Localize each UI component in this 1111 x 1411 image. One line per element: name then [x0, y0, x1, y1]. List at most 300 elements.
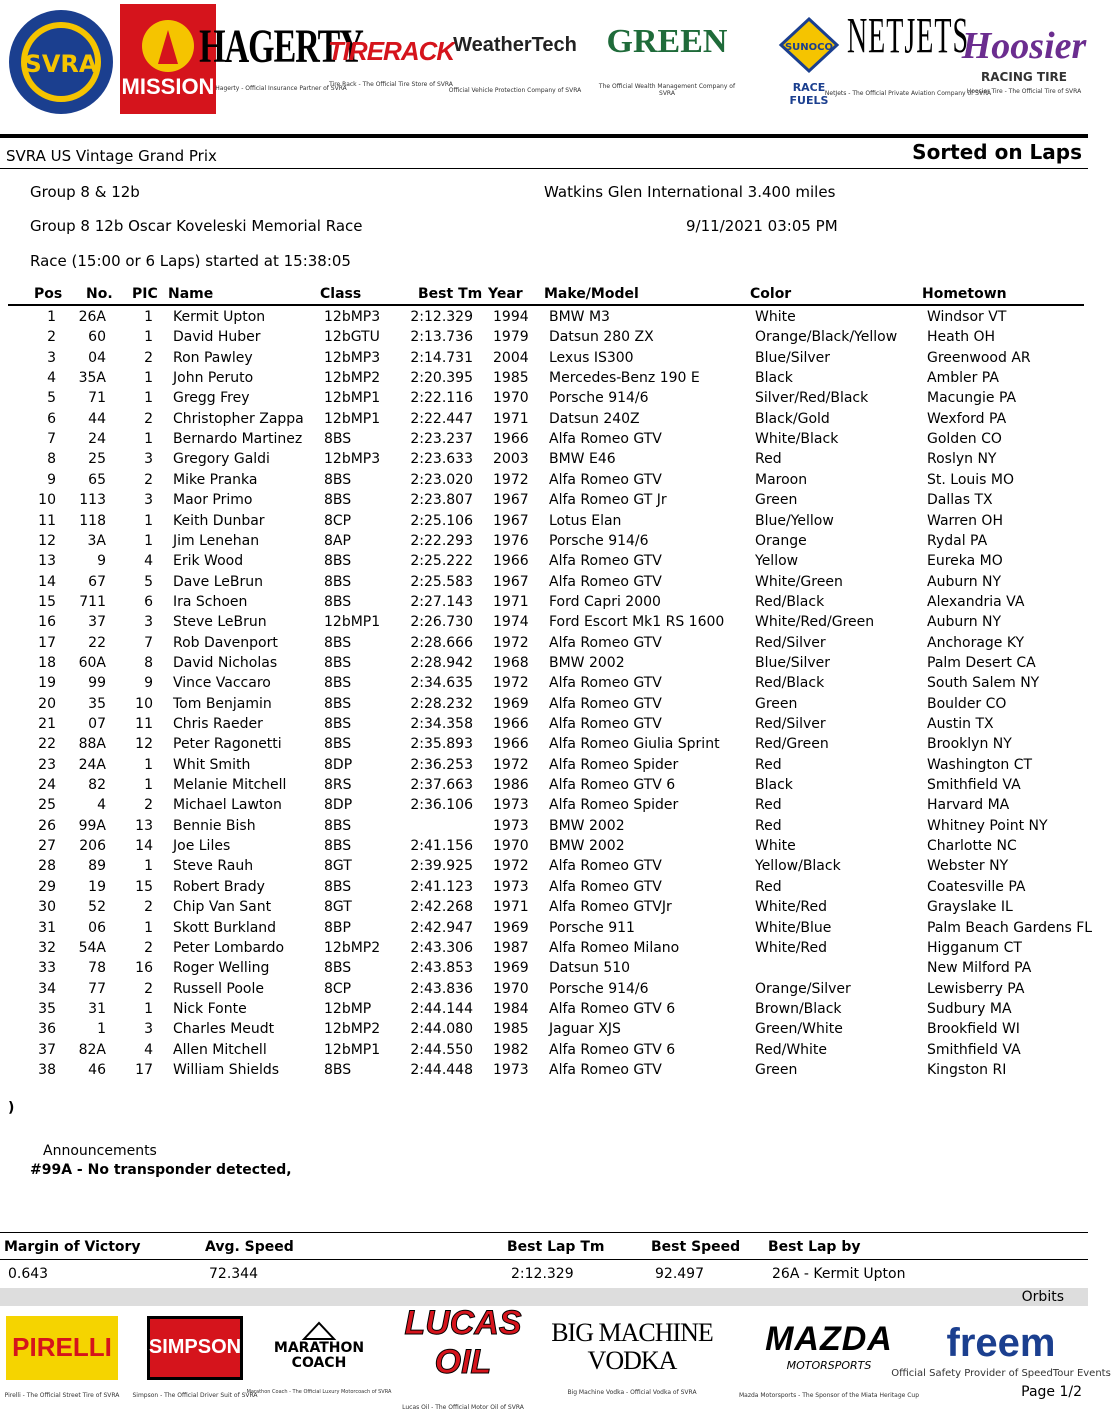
pic-cell: 4 [144, 553, 153, 570]
year-cell: 1966 [493, 736, 529, 753]
hometown-cell: Rydal PA [927, 532, 988, 549]
class-cell: 8BS [324, 431, 352, 448]
simpson-logo [132, 1312, 258, 1402]
best-tm-cell: 2:12.329 [410, 309, 473, 325]
col-no: No. [86, 286, 113, 302]
pos-cell: 17 [38, 634, 56, 651]
pic-cell: 1 [144, 532, 153, 549]
table-row [0, 919, 1093, 940]
best-tm-cell: 2:42.268 [410, 899, 473, 916]
car-no-cell: 60A [78, 654, 106, 671]
best-tm-cell: 2:41.123 [410, 878, 473, 895]
driver-cell: Kermit Upton [173, 309, 266, 325]
best-tm-cell: 2:25.222 [410, 553, 473, 570]
driver-cell: Gregory Galdi [173, 451, 270, 468]
class-cell: 8BS [324, 817, 352, 834]
pos-cell: 35 [38, 1000, 56, 1017]
make-cell: Datsun 280 ZX [549, 329, 654, 346]
table-row [0, 736, 1088, 756]
hometown-cell: Harvard MA [927, 797, 1010, 814]
best-tm-cell: 2:37.663 [410, 777, 473, 794]
pic-cell: 1 [144, 756, 153, 773]
pos-cell: 6 [47, 410, 56, 427]
green-logo [594, 10, 740, 110]
best-tm-cell: 2:23.237 [410, 431, 473, 448]
class-cell: 8BS [324, 553, 352, 570]
car-no-cell: 60 [88, 329, 106, 346]
color-cell: White [755, 838, 796, 855]
color-cell: White/Red/Green [755, 614, 875, 631]
class-cell: 8BS [324, 716, 352, 732]
make-cell: Alfa Romeo GTV [549, 471, 662, 488]
car-no-cell: 78 [88, 960, 106, 977]
best-tm-cell: 2:43.836 [410, 980, 473, 997]
year-cell: 1973 [493, 878, 529, 895]
pos-cell: 27 [38, 838, 56, 855]
color-cell: Blue/Yellow [755, 512, 834, 529]
hometown-cell: Grayslake IL [927, 899, 1013, 916]
best-lap-by-label: Best Lap by [768, 1239, 861, 1255]
table-row [0, 594, 1088, 614]
make-cell: Lexus IS300 [549, 349, 634, 366]
best-tm-cell: 2:44.550 [410, 1041, 473, 1058]
pos-cell: 4 [47, 370, 56, 387]
class-cell: 12bMP1 [324, 614, 381, 631]
col-hometown: Hometown [922, 286, 1007, 302]
table-row [0, 675, 1088, 695]
best-lap-by-value: 26A - Kermit Upton [772, 1266, 906, 1282]
driver-cell: Ira Schoen [173, 593, 248, 610]
hoosier-caption: Hoosier Tire - The Official Tire of SVRA [966, 87, 1082, 95]
class-cell: 8BS [324, 960, 352, 977]
pos-cell: 16 [38, 614, 56, 631]
make-cell: BMW 2002 [549, 817, 625, 834]
pirelli-logo [4, 1312, 120, 1402]
best-tm-cell: 2:44.080 [410, 1021, 473, 1038]
year-cell: 1973 [493, 817, 529, 834]
best-tm-cell: 2:36.106 [410, 797, 473, 814]
netjets-logo [824, 8, 992, 110]
year-cell: 1969 [493, 695, 529, 712]
pos-cell: 14 [38, 573, 56, 590]
best-tm-cell: 2:28.232 [410, 695, 473, 712]
table-row [0, 655, 1088, 675]
margin-value: 0.643 [8, 1266, 49, 1282]
pos-cell: 29 [38, 878, 56, 895]
make-cell: Ford Capri 2000 [549, 593, 661, 610]
best-tm-cell: 2:41.156 [410, 838, 473, 855]
year-cell: 1985 [493, 370, 529, 387]
pic-cell: 3 [144, 492, 153, 509]
make-cell: Alfa Romeo GT Jr [549, 492, 667, 509]
color-cell: Yellow [755, 553, 799, 570]
best-tm-cell: 2:43.853 [410, 960, 473, 977]
pic-cell: 3 [144, 451, 153, 468]
pic-cell: 9 [144, 675, 153, 692]
make-cell: Mercedes-Benz 190 E [549, 370, 700, 387]
year-cell: 1984 [493, 1000, 529, 1017]
best-tm-cell: 2:26.730 [410, 614, 473, 631]
driver-cell: Rob Davenport [173, 634, 278, 651]
hometown-cell: Wexford PA [927, 410, 1007, 427]
best-tm-cell: 2:27.143 [410, 593, 473, 610]
table-row [0, 757, 1088, 777]
year-cell: 1994 [493, 309, 529, 325]
color-cell: Orange/Silver [755, 980, 851, 997]
color-cell: Red/Green [755, 736, 829, 753]
svg-text:SUNOCO: SUNOCO [784, 42, 834, 53]
table-row [0, 635, 1088, 655]
best-tm-cell: 2:25.583 [410, 573, 473, 590]
best-tm-cell: 2:25.106 [410, 512, 473, 529]
pirelli-caption: Pirelli - The Official Street Tire of SVRA [4, 1391, 120, 1399]
color-cell: Red [755, 817, 782, 834]
class-cell: 8BS [324, 695, 352, 712]
mazda-logo: MAZDA MOTORSPORTS Mazda Motorsports - The Sponsor of the Miata Heritage Cup [738, 1319, 920, 1399]
pic-cell: 14 [135, 838, 153, 855]
class-cell: 12bMP2 [324, 370, 381, 387]
freem-wordmark: freem [946, 1321, 1056, 1365]
year-cell: 1968 [493, 654, 529, 671]
hometown-cell: Anchorage KY [927, 634, 1025, 651]
hometown-cell: Eureka MO [927, 553, 1003, 570]
car-no-cell: 711 [79, 593, 106, 610]
color-cell: Red [755, 878, 782, 895]
hometown-cell: Higganum CT [927, 939, 1022, 956]
best-tm-cell: 2:34.358 [410, 716, 473, 732]
class-cell: 12bMP2 [324, 939, 381, 956]
table-row [0, 309, 1088, 329]
pos-cell: 37 [38, 1041, 56, 1058]
car-no-cell: 99 [88, 675, 106, 692]
driver-cell: Chip Van Sant [173, 899, 272, 916]
green-wordmark: GREEN [606, 23, 728, 60]
mission-wordmark: MISSION [121, 74, 215, 99]
hometown-cell: Warren OH [927, 512, 1003, 529]
car-no-cell: 25 [88, 451, 106, 468]
hometown-cell: Windsor VT [927, 309, 1007, 325]
car-no-cell: 46 [88, 1061, 106, 1078]
pos-cell: 18 [38, 654, 56, 671]
make-cell: Porsche 914/6 [549, 390, 649, 407]
driver-cell: Russell Poole [173, 980, 264, 997]
driver-cell: Peter Ragonetti [173, 736, 282, 753]
pos-cell: 38 [38, 1061, 56, 1078]
year-cell: 1982 [493, 1041, 529, 1058]
car-no-cell: 88A [78, 736, 106, 753]
table-row [0, 838, 1088, 858]
header-rule [0, 134, 1088, 138]
year-cell: 1973 [493, 1061, 529, 1078]
pirelli-wordmark: PIRELLI [12, 1332, 112, 1362]
year-cell: 1986 [493, 777, 529, 794]
pos-cell: 1 [47, 309, 56, 325]
year-cell: 1971 [493, 899, 529, 916]
best-tm-cell: 2:13.736 [410, 329, 473, 346]
car-no-cell: 24 [88, 431, 106, 448]
pos-cell: 21 [38, 716, 56, 732]
summary-top-rule [0, 1232, 1088, 1233]
mazda-wordmark: MAZDA [765, 1319, 893, 1358]
pic-cell: 8 [144, 654, 153, 671]
car-no-cell: 44 [88, 410, 106, 427]
avg-speed-label: Avg. Speed [205, 1239, 294, 1255]
car-no-cell: 3A [87, 532, 106, 549]
color-cell: Green [755, 695, 798, 712]
group-label: Group 8 & 12b [30, 183, 140, 201]
car-no-cell: 65 [88, 471, 106, 488]
col-year: Year [488, 286, 523, 302]
table-row [0, 574, 1088, 594]
col-name: Name [168, 286, 214, 302]
table-row [0, 696, 1088, 716]
class-cell: 8BS [324, 838, 352, 855]
tirerack-wordmark: TIRERACK [327, 36, 455, 66]
best-tm-cell: 2:34.635 [410, 675, 473, 692]
pic-cell: 1 [144, 858, 153, 875]
race-name: Group 8 12b Oscar Koveleski Memorial Race [30, 217, 363, 235]
car-no-cell: 52 [88, 899, 106, 916]
car-no-cell: 26A [78, 309, 106, 325]
table-row [0, 390, 1088, 410]
year-cell: 1969 [493, 919, 529, 936]
marathon-caption: Marathon Coach - The Official Luxury Motorcoach of SVRA [246, 1389, 392, 1395]
driver-cell: Steve LeBrun [173, 614, 267, 631]
car-no-cell: 82A [78, 1041, 106, 1058]
announcements-label: Announcements [43, 1143, 157, 1159]
sponsor-banner-top [0, 0, 1088, 128]
color-cell: White/Red [755, 899, 828, 916]
class-cell: 8RS [324, 777, 352, 794]
car-no-cell: 118 [79, 512, 106, 529]
best-tm-cell: 2:28.942 [410, 654, 473, 671]
pic-cell: 1 [144, 512, 153, 529]
year-cell: 2003 [493, 451, 529, 468]
year-cell: 1971 [493, 410, 529, 427]
car-no-cell: 19 [88, 878, 106, 895]
make-cell: BMW E46 [549, 451, 616, 468]
hometown-cell: Webster NY [927, 858, 1009, 875]
color-cell: White/Green [755, 573, 843, 590]
color-cell: Green [755, 492, 798, 509]
pos-cell: 2 [47, 329, 56, 346]
class-cell: 12bMP3 [324, 451, 381, 468]
car-no-cell: 113 [79, 492, 106, 509]
hometown-cell: Boulder CO [927, 695, 1007, 712]
class-cell: 8BS [324, 1061, 352, 1078]
color-cell: Black/Gold [755, 410, 830, 427]
make-cell: Alfa Romeo GTV [549, 858, 662, 875]
driver-cell: David Huber [173, 329, 261, 346]
make-cell: Alfa Romeo GTV [549, 1061, 662, 1078]
table-row [0, 411, 1088, 431]
pic-cell: 2 [144, 410, 153, 427]
page-number: Page 1/2 [1021, 1384, 1082, 1400]
pos-cell: 33 [38, 960, 56, 977]
table-row [0, 1001, 1088, 1021]
best-lap-value: 2:12.329 [511, 1266, 574, 1282]
best-tm-cell: 2:23.807 [410, 492, 473, 509]
freem-caption: Official Safety Provider of SpeedTour Events [891, 1368, 1111, 1379]
best-tm-cell: 2:22.116 [410, 390, 473, 407]
pos-cell: 26 [38, 817, 56, 834]
pic-cell: 3 [144, 614, 153, 631]
tirerack-caption: Tire Rack - The Official Tire Store of SVRA [329, 81, 453, 88]
car-no-cell: 99A [78, 817, 106, 834]
year-cell: 1967 [493, 492, 529, 509]
color-cell: Black [755, 370, 793, 387]
table-row [0, 1042, 1088, 1062]
class-cell: 8BS [324, 654, 352, 671]
make-cell: Alfa Romeo GTV [549, 573, 662, 590]
table-row [0, 1062, 1088, 1082]
make-cell: Alfa Romeo Spider [549, 797, 679, 814]
hometown-cell: Golden CO [927, 431, 1002, 448]
weathertech-caption: Official Vehicle Protection Company of SVRA [448, 87, 582, 94]
table-row [0, 899, 1088, 919]
col-color: Color [750, 286, 792, 302]
bigmachine-logo [542, 1308, 722, 1406]
announcement-text: #99A - No transponder detected, [30, 1162, 292, 1178]
driver-cell: Allen Mitchell [173, 1041, 267, 1058]
year-cell: 1966 [493, 716, 529, 732]
pos-cell: 34 [38, 980, 56, 997]
driver-cell: Maor Primo [173, 492, 253, 509]
driver-cell: Gregg Frey [173, 390, 250, 407]
col-pos: Pos [34, 286, 63, 302]
class-cell: 12bMP1 [324, 390, 381, 407]
hometown-cell: Brooklyn NY [927, 736, 1012, 753]
svra-logo [6, 6, 116, 118]
hometown-cell: St. Louis MO [927, 471, 1015, 488]
year-cell: 1971 [493, 593, 529, 610]
pic-cell: 1 [144, 309, 153, 325]
pic-cell: 1 [144, 1000, 153, 1017]
footer-bar [0, 1288, 1088, 1306]
year-cell: 1985 [493, 1021, 529, 1038]
driver-cell: Keith Dunbar [173, 512, 265, 529]
make-cell: Porsche 914/6 [549, 532, 649, 549]
pos-cell: 22 [38, 736, 56, 753]
hometown-cell: Smithfield VA [927, 777, 1021, 794]
car-no-cell: 89 [88, 858, 106, 875]
mazda-caption: Mazda Motorsports - The Sponsor of the Miata Heritage Cup [738, 1391, 920, 1399]
driver-cell: Charles Meudt [173, 1021, 275, 1038]
pic-cell: 3 [144, 1021, 153, 1038]
year-cell: 1969 [493, 960, 529, 977]
make-cell: Alfa Romeo GTVJr [549, 899, 672, 916]
color-cell: Red/Silver [755, 716, 826, 732]
driver-cell: Joe Liles [173, 838, 231, 855]
hometown-cell: Smithfield VA [927, 1041, 1021, 1058]
pos-cell: 3 [47, 349, 56, 366]
pic-cell: 15 [135, 878, 153, 895]
color-cell: Black [755, 777, 793, 794]
table-row [0, 1021, 1088, 1041]
pos-cell: 12 [38, 532, 56, 549]
driver-cell: Steve Rauh [173, 858, 254, 875]
class-cell: 8BS [324, 736, 352, 753]
best-tm-cell: 2:23.020 [410, 471, 473, 488]
make-cell: Alfa Romeo GTV [549, 634, 662, 651]
pic-cell: 6 [144, 593, 153, 610]
pos-cell: 32 [38, 939, 56, 956]
hometown-cell: Washington CT [927, 756, 1033, 773]
class-cell: 8BS [324, 675, 352, 692]
table-row [0, 472, 1088, 492]
pic-cell: 11 [135, 716, 153, 732]
car-no-cell: 04 [88, 349, 106, 366]
pic-cell: 12 [135, 736, 153, 753]
best-lap-label: Best Lap Tm [507, 1239, 605, 1255]
make-cell: BMW 2002 [549, 654, 625, 671]
marathon-wordmark: MARATHON COACH [273, 1340, 365, 1371]
weathertech-wordmark: WeatherTech [453, 34, 577, 56]
pic-cell: 2 [144, 797, 153, 814]
class-cell: 8BS [324, 471, 352, 488]
col-make: Make/Model [544, 286, 639, 302]
hometown-cell: Sudbury MA [927, 1000, 1012, 1017]
freem-logo [891, 1310, 1111, 1390]
car-no-cell: 206 [79, 838, 106, 855]
pos-cell: 5 [47, 390, 56, 407]
pic-cell: 2 [144, 471, 153, 488]
color-cell: White/Red [755, 939, 828, 956]
pic-cell: 5 [144, 573, 153, 590]
color-cell: Blue/Silver [755, 654, 831, 671]
pic-cell: 2 [144, 349, 153, 366]
driver-cell: Jim Lenehan [173, 532, 260, 549]
best-speed-label: Best Speed [651, 1239, 741, 1255]
driver-cell: Peter Lombardo [173, 939, 285, 956]
pic-cell: 1 [144, 329, 153, 346]
table-row [0, 797, 1088, 817]
hometown-cell: Roslyn NY [927, 451, 997, 468]
year-cell: 1974 [493, 614, 529, 631]
car-no-cell: 67 [88, 573, 106, 590]
bullet-mark: ) [8, 1100, 15, 1116]
hometown-cell: New Milford PA [927, 960, 1032, 977]
year-cell: 1972 [493, 471, 529, 488]
hometown-cell: Macungie PA [927, 390, 1017, 407]
make-cell: BMW 2002 [549, 838, 625, 855]
make-cell: Alfa Romeo GTV [549, 695, 662, 712]
class-cell: 8BS [324, 634, 352, 651]
hoosier-wordmark: Hoosier [961, 24, 1087, 67]
best-tm-cell: 2:44.144 [410, 1000, 473, 1017]
best-tm-cell: 2:36.253 [410, 756, 473, 773]
make-cell: Alfa Romeo GTV 6 [549, 1041, 676, 1058]
pic-cell: 7 [144, 634, 153, 651]
color-cell: Brown/Black [755, 1000, 842, 1017]
table-row [0, 350, 1088, 370]
color-cell: Red/Silver [755, 634, 826, 651]
driver-cell: Vince Vaccaro [173, 675, 271, 692]
driver-cell: David Nicholas [173, 654, 278, 671]
make-cell: Alfa Romeo GTV [549, 675, 662, 692]
color-cell: Red/Black [755, 675, 825, 692]
car-no-cell: 22 [88, 634, 106, 651]
class-cell: 8DP [324, 756, 353, 773]
summary-mid-rule [0, 1259, 1088, 1260]
pic-cell: 1 [144, 390, 153, 407]
hoosier-logo: Hoosier RACING TIRE Hoosier Tire - The Official Tire of SVRA [961, 24, 1087, 95]
color-cell: Blue/Silver [755, 349, 831, 366]
make-cell: Alfa Romeo GTV [549, 716, 662, 732]
year-cell: 1972 [493, 675, 529, 692]
make-cell: BMW M3 [549, 309, 610, 325]
orbits-label: Orbits [1021, 1289, 1064, 1305]
